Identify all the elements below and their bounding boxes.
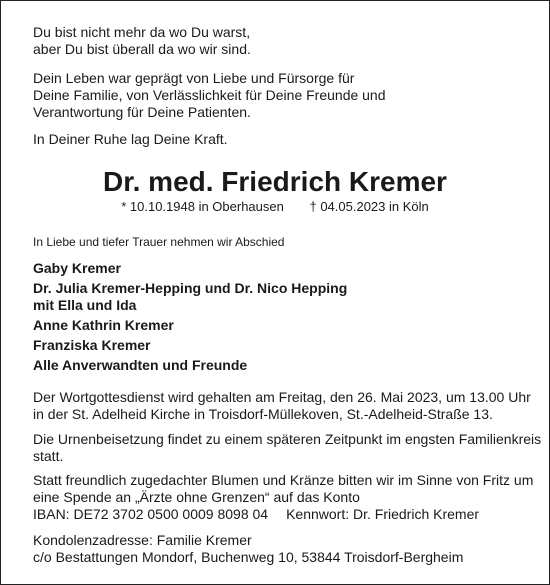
mourner-name: Alle Anverwandten und Freunde xyxy=(33,357,248,373)
life-line: Deine Familie, von Verlässlichkeit für Deine Freunde und xyxy=(33,87,386,103)
mourners-list xyxy=(33,260,347,374)
urn-info xyxy=(33,431,541,465)
urn-line: statt. xyxy=(33,448,64,464)
mourner-name: Dr. Julia Kremer-Hepping und Dr. Nico Hepping xyxy=(33,280,348,296)
life-text xyxy=(33,70,386,121)
death-date: † 04.05.2023 in Köln xyxy=(309,199,429,214)
donation-info xyxy=(33,472,533,523)
condolence-line: c/o Bestattungen Mondorf, Buchenweg 10, 53844 Troisdorf-Bergheim xyxy=(33,549,464,565)
birth-date: * 10.10.1948 in Oberhausen xyxy=(121,199,284,214)
mourner-name: mit Ella und Ida xyxy=(33,297,137,313)
service-line: Der Wortgottesdienst wird gehalten am Freitag, den 26. Mai 2023, um 13.00 Uhr xyxy=(33,389,531,405)
farewell-intro: In Liebe und tiefer Trauer nehmen wir Abschied xyxy=(33,235,285,249)
rest-text xyxy=(33,131,228,148)
life-line: Dein Leben war geprägt von Liebe und Fürsorge für xyxy=(33,70,355,86)
mourner-name: Gaby Kremer xyxy=(33,260,121,276)
deceased-name: Dr. med. Friedrich Kremer xyxy=(103,166,447,197)
urn-line: Die Urnenbeisetzung findet zu einem späteren Zeitpunkt im engsten Familienkreis xyxy=(33,431,542,447)
mourner-name: Franziska Kremer xyxy=(33,337,151,353)
poem-line: Du bist nicht mehr da wo Du warst, xyxy=(33,24,251,40)
condolence-address xyxy=(33,532,463,566)
bank-details xyxy=(33,506,533,523)
rest-line: In Deiner Ruhe lag Deine Kraft. xyxy=(33,131,228,147)
donation-line: eine Spende an „Ärzte ohne Grenzen“ auf das Konto xyxy=(33,489,360,505)
mourner-name: Anne Kathrin Kremer xyxy=(33,317,174,333)
service-info xyxy=(33,389,531,423)
life-line: Verantwortung für Deine Patienten. xyxy=(33,104,251,120)
condolence-line: Kondolenzadresse: Familie Kremer xyxy=(33,532,252,548)
kennwort: Kennwort: Dr. Friedrich Kremer xyxy=(286,506,480,522)
poem-line: aber Du bist überall da wo wir sind. xyxy=(33,41,251,57)
life-dates xyxy=(1,199,549,215)
poem xyxy=(33,24,251,58)
donation-line: Statt freundlich zugedachter Blumen und Kränze bitten wir im Sinne von Fritz um xyxy=(33,472,534,488)
service-line: in der St. Adelheid Kirche in Troisdorf-Müllekoven, St.-Adelheid-Straße 13. xyxy=(33,406,493,422)
iban: IBAN: DE72 3702 0500 0009 8098 04 xyxy=(33,506,269,522)
